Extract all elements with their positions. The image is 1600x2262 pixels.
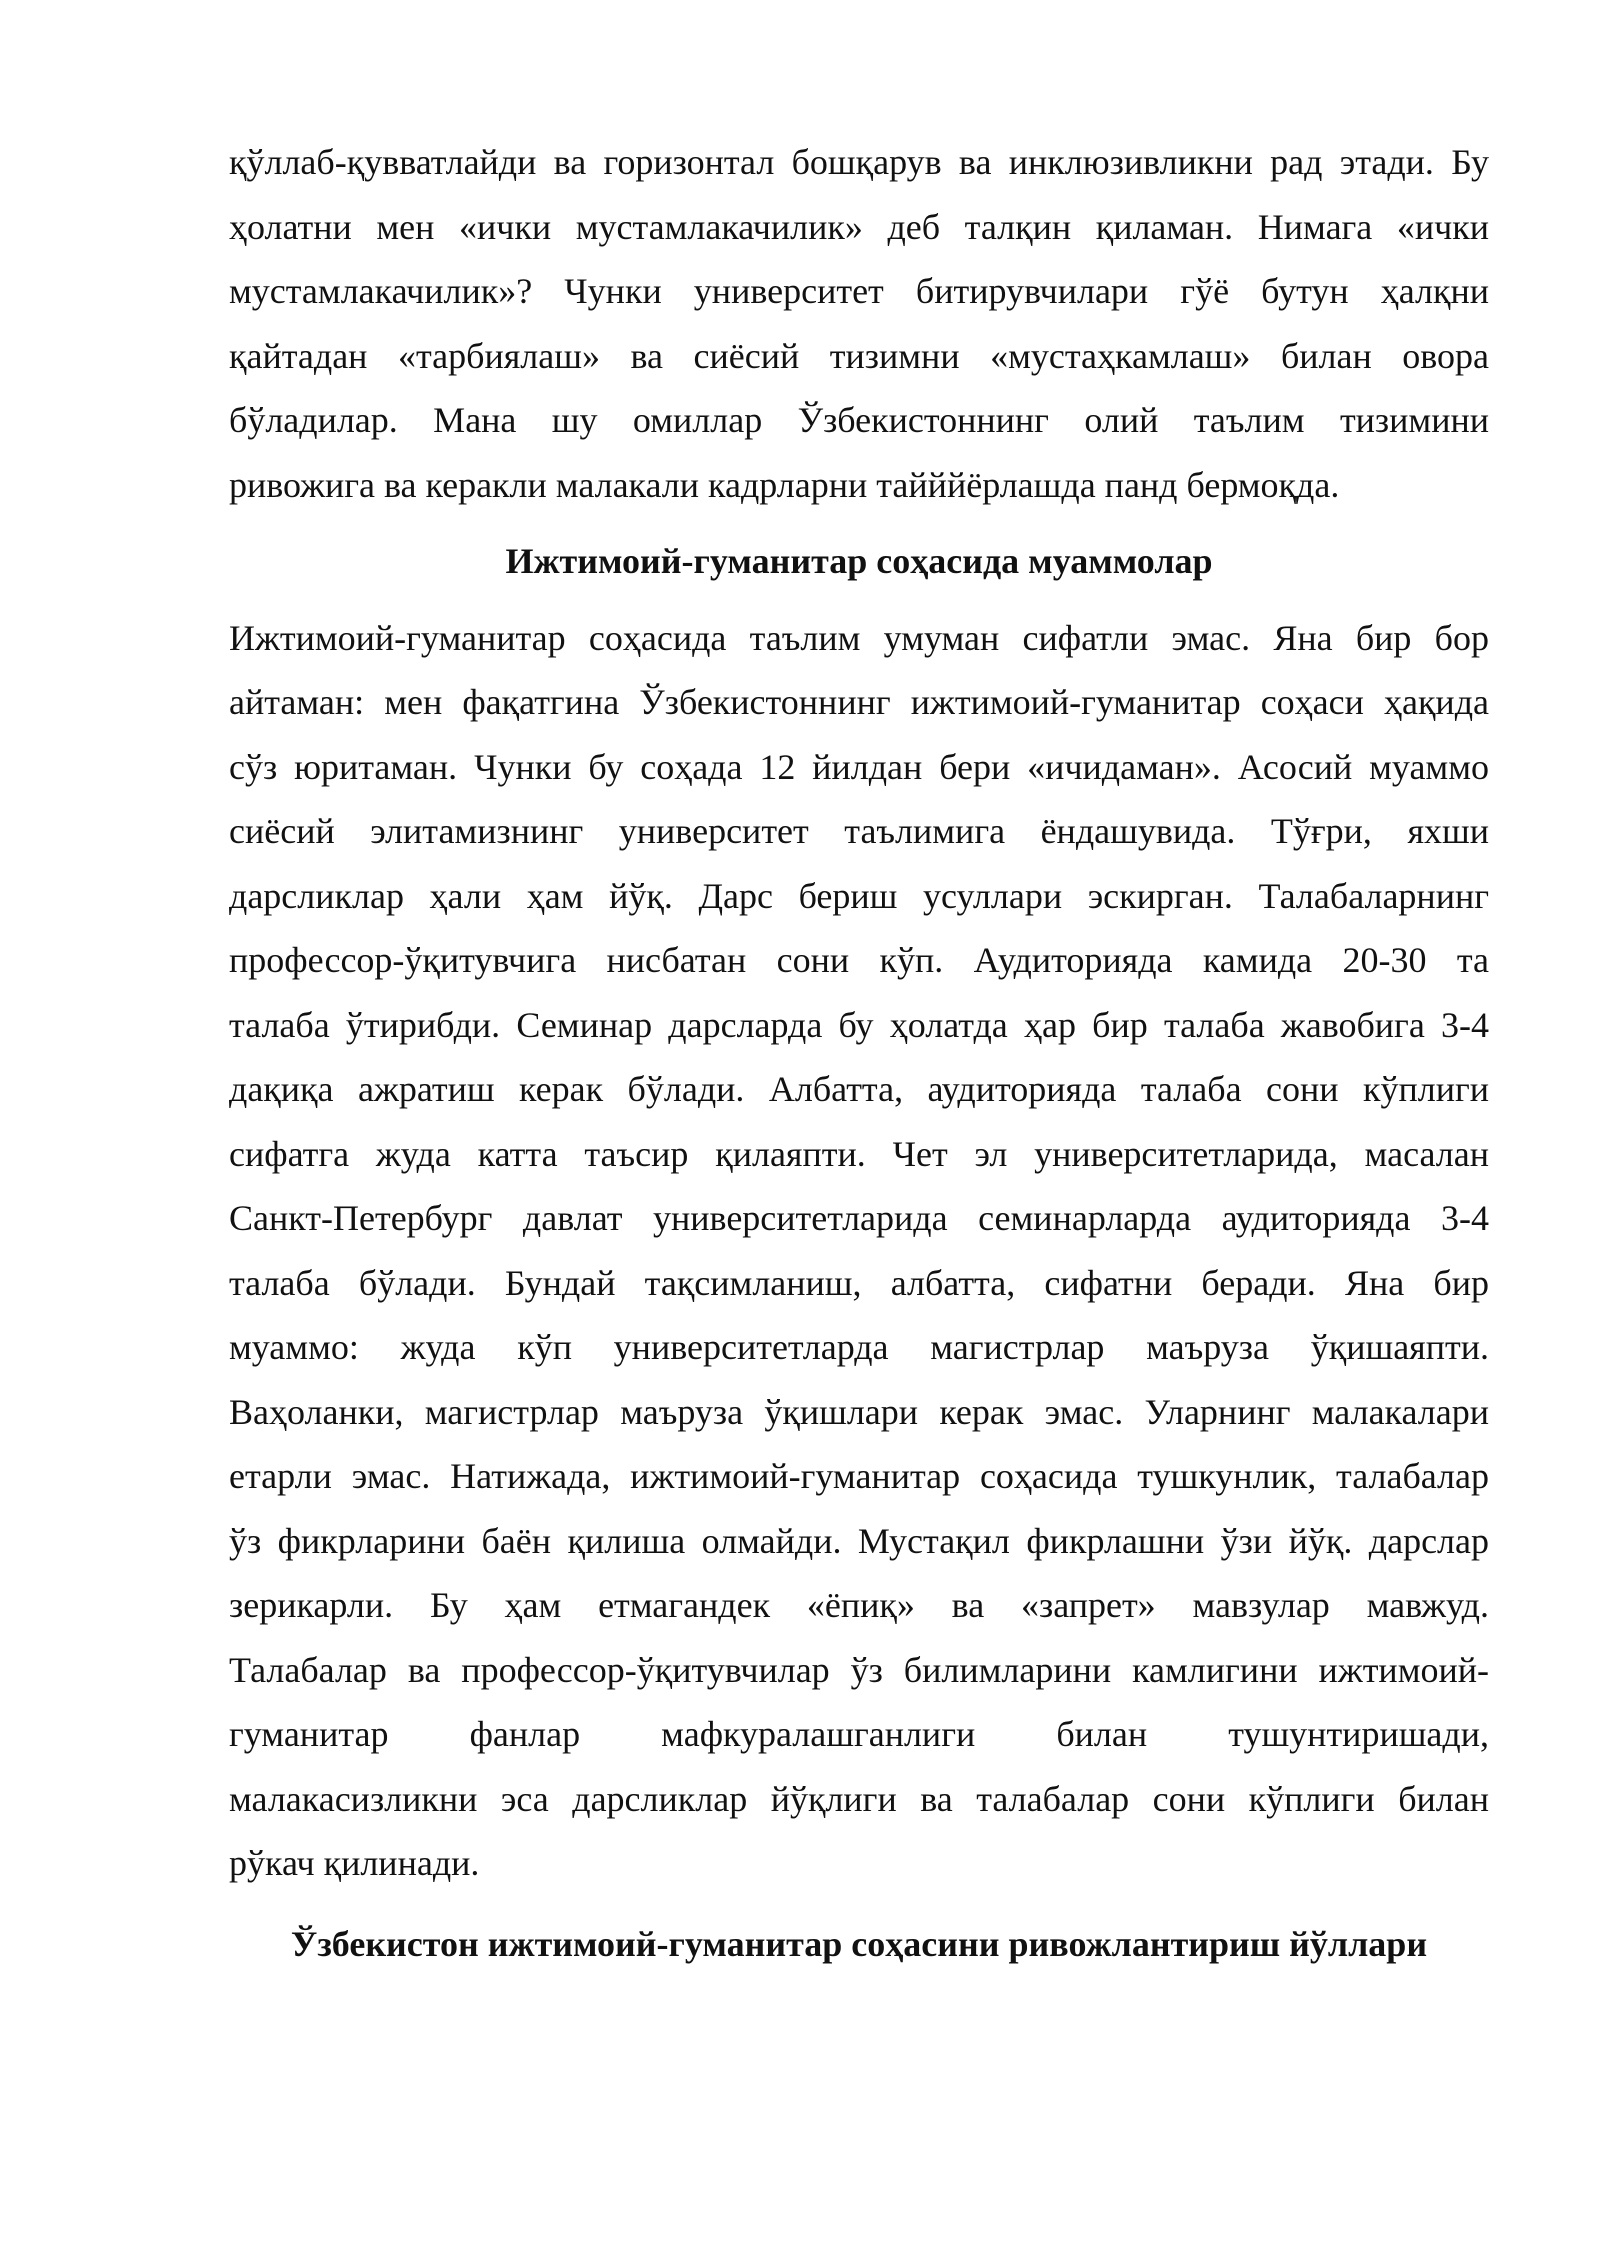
text-line: Ваҳоланки, магистрлар маъруза ўқишлари керак эмас. Уларнинг малакалари [229, 1391, 1489, 1432]
problems-paragraph [229, 606, 1489, 1896]
text-line: ривожига ва керакли малакали кадрларни тайййёрлашда панд бермоқда. [229, 464, 1340, 505]
text-line: сўз юритаман. Чунки бу соҳада 12 йилдан бери «ичидаман». Асосий муаммо [229, 746, 1489, 787]
section-heading-problems: Ижтимоий-гуманитар соҳасида муаммолар [505, 541, 1213, 581]
text-line: рўкач қилинади. [229, 1843, 480, 1883]
text-line: Санкт-Петербург давлат университетларида семинарларда аудиторияда 3-4 [229, 1198, 1489, 1238]
text-line: дарсликлар ҳали ҳам йўқ. Дарс бериш усуллари эскирган. Талабаларнинг [229, 875, 1489, 916]
text-line: қўллаб-қувватлайди ва горизонтал бошқарув ва инклюзивликни рад этади. Бу [229, 142, 1489, 182]
text-line: малакасизликни эса дарсликлар йўқлиги ва талабалар сони кўплиги билан [229, 1778, 1489, 1819]
text-line: сифатга жуда катта таъсир қилаяпти. Чет эл университетларида, масалан [229, 1133, 1489, 1174]
text-line: етарли эмас. Натижада, ижтимоий-гуманитар соҳасида тушкунлик, талабалар [229, 1456, 1489, 1496]
text-line: ҳолатни мен «ички мустамлакачилик» деб талқин қиламан. Нимага «ички [229, 206, 1489, 247]
text-line: гуманитар фанлар мафкуралашганлиги билан тушунтиришади, [229, 1714, 1489, 1754]
text-line: талаба бўлади. Бундай тақсимланиш, албатта, сифатни беради. Яна бир [229, 1262, 1489, 1303]
intro-paragraph [229, 130, 1489, 517]
text-line: ўз фикрларини баён қилиша олмайди. Мустақил фикрлашни ўзи йўқ. дарслар [229, 1520, 1489, 1561]
document-page [229, 130, 1489, 1988]
text-line: дақиқа ажратиш керак бўлади. Албатта, аудиторияда талаба сони кўплиги [229, 1069, 1489, 1109]
text-line: Ижтимоий-гуманитар соҳасида таълим умуман сифатли эмас. Яна бир бор [229, 617, 1489, 658]
text-line: Талабалар ва профессор-ўқитувчилар ўз билимларини камлигини ижтимоий- [229, 1649, 1489, 1690]
text-line: қайтадан «тарбиялаш» ва сиёсий тизимни «мустаҳкамлаш» билан овора [229, 335, 1489, 376]
text-line: мустамлакачилик»? Чунки университет битирувчилари гўё бутун ҳалқни [229, 271, 1489, 311]
text-line: сиёсий элитамизнинг университет таълимига ёндашувида. Тўғри, яхши [229, 811, 1489, 851]
text-line: айтаман: мен фақатгина Ўзбекистоннинг ижтимоий-гуманитар соҳаси ҳақида [229, 682, 1489, 722]
text-line: зерикарли. Бу ҳам етмагандек «ёпиқ» ва «запрет» мавзулар мавжуд. [229, 1585, 1489, 1625]
text-line: профессор-ўқитувчига нисбатан сони кўп. Аудиторияда камида 20-30 та [229, 940, 1489, 980]
section-heading-development: Ўзбекистон ижтимоий-гуманитар соҳасини ривожлантириш йўллари [290, 1923, 1428, 1964]
text-line: талаба ўтирибди. Семинар дарсларда бу ҳолатда ҳар бир талаба жавобига 3-4 [229, 1004, 1489, 1045]
text-line: муаммо: жуда кўп университетларда магистрлар маъруза ўқишаяпти. [229, 1327, 1489, 1367]
text-line: бўладилар. Мана шу омиллар Ўзбекистоннинг олий таълим тизимини [229, 400, 1489, 440]
